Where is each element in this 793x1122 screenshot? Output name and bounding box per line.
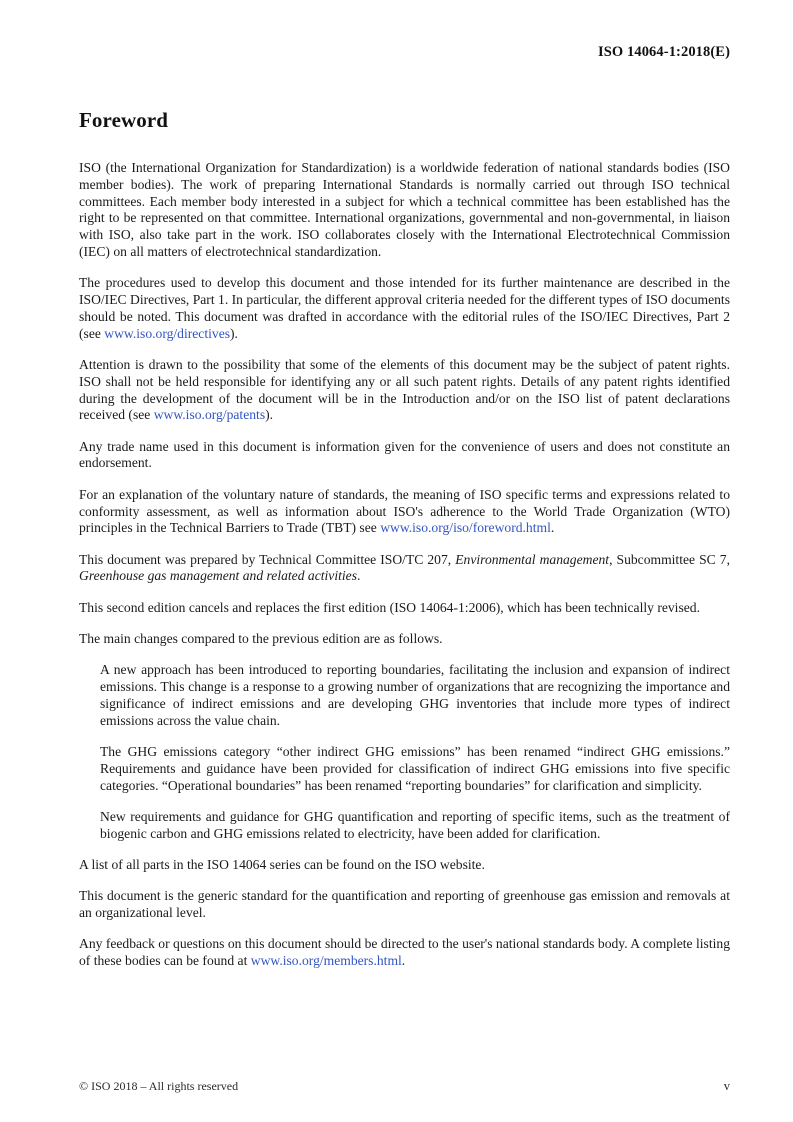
paragraph-feedback-text-before-link: Any feedback or questions on this document should be directed to the user's national standards body. A complete listing of these bodies can be found at [79,936,730,969]
link-iso-patents[interactable]: www.iso.org/patents [153,407,266,423]
paragraph-procedures-text-before-link: The procedures used to develop this document and those intended for its further maintenance are described in the ISO/IEC Directives, Part 1. In particular, the different approval criteria needed for the different types of ISO documents should be noted. This document was drafted in accordance with the editorial rules of the ISO/IEC Directives, Part 2 (see [79,275,730,341]
paragraph-technical-committee-part1: This document was prepared by Technical Committee ISO/TC 207, [79,551,456,567]
paragraph-procedures-text-after-link: ). [230,325,238,341]
paragraph-iso-description: ISO (the International Organization for Standardization) is a worldwide federation of national standards bodies (ISO member bodies). The work of preparing International Standards is normally carried out through ISO technical committees. Each member body interested in a subject for which a technical committee has been established has the right to be represented on that committee. International organizations, governmental and non-governmental, in liaison with ISO, also take part in the work. ISO collaborates closely with the International Electrotechnical Commission (IEC) on all matters of electrotechnical standardization. [79,160,730,259]
paragraph-technical-committee-part3: . [356,568,361,584]
paragraph-feedback [79,936,730,970]
paragraph-parts-list: A list of all parts in the ISO 14064 series can be found on the ISO website. [79,857,485,872]
footer-copyright: © ISO 2018 – All rights reserved [79,1079,239,1093]
page-title: Foreword [79,108,169,132]
paragraph-main-changes-intro: The main changes compared to the previous edition are as follows. [79,631,443,647]
committee-title-environmental-management: Environmental management [455,551,610,567]
paragraph-voluntary-nature-text-before-link: For an explanation of the voluntary nature of standards, the meaning of ISO specific terms and expressions related to conformity assessment, as well as information about ISO's adherence to the World Trade Organization (WTO) principles in the Technical Barriers to Trade (TBT) see [79,486,730,536]
link-iso-foreword[interactable]: www.iso.org/iso/foreword.html [380,520,551,536]
paragraph-generic-standard: This document is the generic standard for the quantification and reporting of greenhouse gas emission and removals at an organizational level. [79,888,730,921]
link-iso-directives[interactable]: www.iso.org/directives [104,325,231,341]
paragraph-voluntary-nature [79,487,730,537]
footer-page-number: v [723,1079,730,1093]
paragraph-technical-committee [79,552,730,586]
paragraph-patent-rights [79,357,730,424]
paragraph-patent-rights-text-before-link: Attention is drawn to the possibility that some of the elements of this document may be the subject of patent rights. ISO shall not be held responsible for identifying any or all such patent rights. Details of any patent rights identified during the development of the document will be in the Introduction and/or on the ISO list of patent declarations received (see [79,356,730,423]
subcommittee-title-greenhouse-gas-management: Greenhouse gas management and related activities [79,568,357,584]
page-footer [79,1079,730,1094]
paragraph-trade-name: Any trade name used in this document is information given for the convenience of users and does not constitute an endorsement. [79,438,730,471]
paragraph-change-quantification-requirements: New requirements and guidance for GHG quantification and reporting of specific items, such as the treatment of biogenic carbon and GHG emissions related to electricity, have been added for clarification. [100,808,730,841]
paragraph-second-edition: This second edition cancels and replaces the first edition (ISO 14064-1:2006), which has been technically revised. [79,599,700,615]
paragraph-procedures [79,275,730,342]
paragraph-feedback-text-after-link: . [401,953,406,969]
paragraph-change-reporting-boundaries: A new approach has been introduced to reporting boundaries, facilitating the inclusion and expansion of indirect emissions. This change is a response to a growing number of organizations that are recognizing the importance and significance of indirect emissions and are developing GHG inventories that include more types of indirect emissions across the value chain. [100,662,730,728]
running-header-standard-reference: ISO 14064-1:2018(E) [598,44,730,60]
paragraph-change-indirect-emissions-category: The GHG emissions category “other indirect GHG emissions” has been renamed “indirect GHG emissions.” Requirements and guidance have been provided for classification of indirect GHG emissions into five specific categories. “Operational boundaries” has been renamed “reporting boundaries” for clarification and simplicity. [100,744,730,793]
paragraph-patent-rights-text-after-link: ). [265,407,274,423]
link-iso-members[interactable]: www.iso.org/members.html [250,953,402,969]
paragraph-voluntary-nature-text-after-link: . [550,520,555,536]
paragraph-technical-committee-part2: , Subcommittee SC 7, [609,551,730,567]
document-content [79,108,730,984]
